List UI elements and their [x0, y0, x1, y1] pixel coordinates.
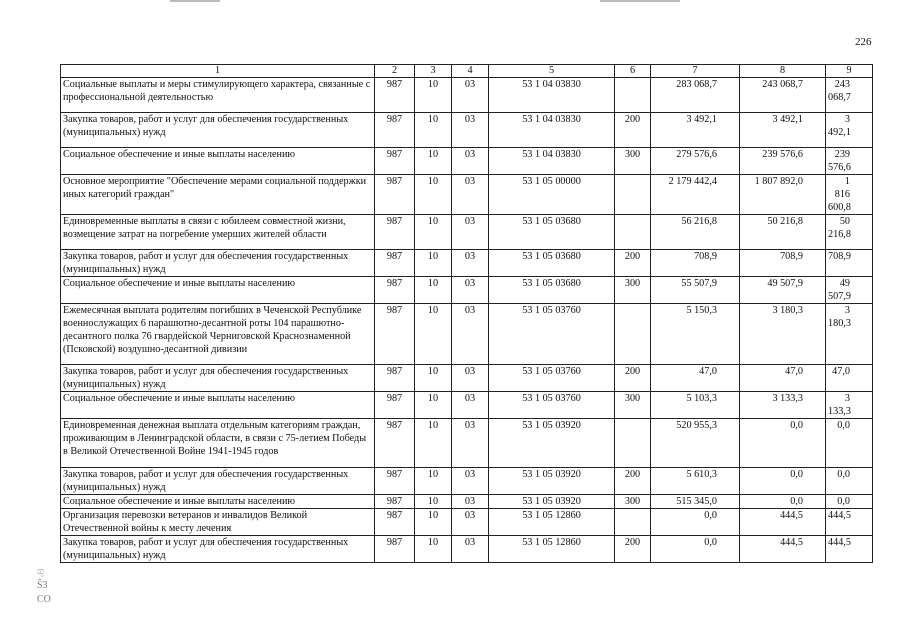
cell-amount-year3: 243 068,7 [826, 78, 873, 113]
cell-subsection: 03 [452, 536, 489, 563]
cell-expense-type: 300 [615, 277, 651, 304]
cell-code: 987 [375, 215, 415, 250]
cell-amount-year2: 1 807 892,0 [740, 175, 826, 215]
cell-amount-year3: 444,5 [826, 509, 873, 536]
row-name: Закупка товаров, работ и услуг для обеспечения государственных (муниципальных) нужд [61, 250, 375, 277]
row-name: Социальное обеспечение и иные выплаты населению [61, 392, 375, 419]
cell-section: 10 [415, 536, 452, 563]
cell-amount-year3: 1 816 600,8 [826, 175, 873, 215]
cell-target-article: 53 1 04 03830 [489, 78, 615, 113]
cell-amount-year2: 708,9 [740, 250, 826, 277]
cell-amount-year3: 3 180,3 [826, 304, 873, 365]
cell-amount-year2: 3 133,3 [740, 392, 826, 419]
row-name: Ежемесячная выплата родителям погибших в Чеченской Республике военнослужащих 6 парашютно-десантной роты 104 парашютно-десантного полка 76 гвардейской Черниговской Краснознаменной (Псковской) воздушно-десантной дивизии [61, 304, 375, 365]
cell-target-article: 53 1 05 03680 [489, 277, 615, 304]
cell-amount-year2: 0,0 [740, 495, 826, 509]
table-row [61, 113, 873, 148]
cell-code: 987 [375, 277, 415, 304]
cell-amount-year3: 47,0 [826, 365, 873, 392]
cell-section: 10 [415, 419, 452, 468]
cell-expense-type: 200 [615, 113, 651, 148]
cell-subsection: 03 [452, 392, 489, 419]
cell-section: 10 [415, 468, 452, 495]
cell-section: 10 [415, 365, 452, 392]
cell-amount-year1: 0,0 [651, 509, 740, 536]
cell-amount-year1: 708,9 [651, 250, 740, 277]
cell-section: 10 [415, 78, 452, 113]
cell-expense-type: 300 [615, 392, 651, 419]
cell-section: 10 [415, 392, 452, 419]
cell-subsection: 03 [452, 175, 489, 215]
cell-expense-type [615, 215, 651, 250]
cell-code: 987 [375, 509, 415, 536]
cell-amount-year1: 283 068,7 [651, 78, 740, 113]
margin-mark: ගු [37, 566, 45, 577]
column-header: 9 [826, 65, 873, 78]
table-row [61, 215, 873, 250]
margin-mark: CO [37, 594, 51, 605]
cell-amount-year3: 444,5 [826, 536, 873, 563]
column-header: 4 [452, 65, 489, 78]
cell-amount-year2: 444,5 [740, 509, 826, 536]
cell-code: 987 [375, 495, 415, 509]
cell-amount-year1: 520 955,3 [651, 419, 740, 468]
cell-section: 10 [415, 495, 452, 509]
cell-section: 10 [415, 113, 452, 148]
cell-target-article: 53 1 05 03760 [489, 365, 615, 392]
column-header: 2 [375, 65, 415, 78]
cell-amount-year2: 3 492,1 [740, 113, 826, 148]
cell-amount-year1: 5 103,3 [651, 392, 740, 419]
column-header: 5 [489, 65, 615, 78]
cell-expense-type: 200 [615, 536, 651, 563]
cell-amount-year2: 49 507,9 [740, 277, 826, 304]
column-header: 6 [615, 65, 651, 78]
table-row [61, 304, 873, 365]
cell-amount-year1: 56 216,8 [651, 215, 740, 250]
cell-amount-year1: 2 179 442,4 [651, 175, 740, 215]
cell-amount-year3: 0,0 [826, 468, 873, 495]
cell-expense-type [615, 509, 651, 536]
cell-amount-year3: 239 576,6 [826, 148, 873, 175]
cell-section: 10 [415, 277, 452, 304]
cell-target-article: 53 1 05 03760 [489, 304, 615, 365]
row-name: Единовременная денежная выплата отдельным категориям граждан, проживающим в Ленинградской области, в связи с 75-летием Победы в Великой Отечественной Войне 1941-1945 годов [61, 419, 375, 468]
cell-expense-type: 200 [615, 468, 651, 495]
table-row [61, 495, 873, 509]
cell-target-article: 53 1 04 03830 [489, 148, 615, 175]
cell-target-article: 53 1 05 03920 [489, 419, 615, 468]
row-name: Закупка товаров, работ и услуг для обеспечения государственных (муниципальных) нужд [61, 468, 375, 495]
cell-amount-year2: 3 180,3 [740, 304, 826, 365]
page-number: 226 [855, 36, 872, 48]
cell-amount-year1: 55 507,9 [651, 277, 740, 304]
cell-amount-year2: 0,0 [740, 468, 826, 495]
cell-section: 10 [415, 148, 452, 175]
row-name: Основное мероприятие "Обеспечение мерами социальной поддержки иных категорий граждан" [61, 175, 375, 215]
cell-section: 10 [415, 304, 452, 365]
cell-expense-type: 200 [615, 365, 651, 392]
row-name: Социальное обеспечение и иные выплаты населению [61, 148, 375, 175]
cell-expense-type: 200 [615, 250, 651, 277]
cell-subsection: 03 [452, 304, 489, 365]
table-row [61, 78, 873, 113]
row-name: Социальное обеспечение и иные выплаты населению [61, 495, 375, 509]
cell-target-article: 53 1 05 12860 [489, 536, 615, 563]
cell-amount-year2: 243 068,7 [740, 78, 826, 113]
table-row [61, 148, 873, 175]
table-header-row [61, 65, 873, 78]
cell-expense-type [615, 175, 651, 215]
column-header: 8 [740, 65, 826, 78]
cell-target-article: 53 1 05 03920 [489, 495, 615, 509]
margin-mark: Ŝ3 [37, 580, 48, 591]
cell-amount-year3: 50 216,8 [826, 215, 873, 250]
cell-target-article: 53 1 04 03830 [489, 113, 615, 148]
cell-code: 987 [375, 365, 415, 392]
cell-amount-year3: 0,0 [826, 419, 873, 468]
row-name: Социальное обеспечение и иные выплаты населению [61, 277, 375, 304]
cell-amount-year1: 515 345,0 [651, 495, 740, 509]
cell-subsection: 03 [452, 495, 489, 509]
cell-amount-year1: 5 150,3 [651, 304, 740, 365]
table-row [61, 468, 873, 495]
cell-amount-year2: 47,0 [740, 365, 826, 392]
column-header: 1 [61, 65, 375, 78]
cell-target-article: 53 1 05 03680 [489, 250, 615, 277]
cell-code: 987 [375, 250, 415, 277]
row-name: Организация перевозки ветеранов и инвалидов Великой Отечественной войны к месту лечения [61, 509, 375, 536]
row-name: Социальные выплаты и меры стимулирующего характера, связанные с профессиональной деятельностью [61, 78, 375, 113]
cell-subsection: 03 [452, 277, 489, 304]
cell-amount-year1: 279 576,6 [651, 148, 740, 175]
cell-subsection: 03 [452, 148, 489, 175]
table-row [61, 536, 873, 563]
cell-amount-year1: 47,0 [651, 365, 740, 392]
cell-code: 987 [375, 304, 415, 365]
cell-section: 10 [415, 215, 452, 250]
table-row [61, 250, 873, 277]
table-row [61, 509, 873, 536]
cell-expense-type: 300 [615, 148, 651, 175]
budget-table [60, 64, 873, 563]
cell-target-article: 53 1 05 03760 [489, 392, 615, 419]
cell-target-article: 53 1 05 03680 [489, 215, 615, 250]
cell-target-article: 53 1 05 12860 [489, 509, 615, 536]
cell-amount-year2: 0,0 [740, 419, 826, 468]
cell-code: 987 [375, 392, 415, 419]
cell-subsection: 03 [452, 250, 489, 277]
cell-target-article: 53 1 05 00000 [489, 175, 615, 215]
table-row [61, 419, 873, 468]
cell-code: 987 [375, 536, 415, 563]
table-row [61, 277, 873, 304]
cell-expense-type [615, 419, 651, 468]
cell-code: 987 [375, 148, 415, 175]
cell-subsection: 03 [452, 78, 489, 113]
column-header: 7 [651, 65, 740, 78]
scan-edge-mark [170, 0, 220, 2]
cell-subsection: 03 [452, 365, 489, 392]
table-body [61, 78, 873, 563]
cell-amount-year1: 3 492,1 [651, 113, 740, 148]
cell-amount-year3: 3 133,3 [826, 392, 873, 419]
cell-amount-year3: 708,9 [826, 250, 873, 277]
cell-amount-year3: 49 507,9 [826, 277, 873, 304]
table-row [61, 392, 873, 419]
cell-subsection: 03 [452, 468, 489, 495]
cell-section: 10 [415, 175, 452, 215]
cell-expense-type: 300 [615, 495, 651, 509]
column-header: 3 [415, 65, 452, 78]
cell-section: 10 [415, 250, 452, 277]
cell-amount-year3: 3 492,1 [826, 113, 873, 148]
cell-target-article: 53 1 05 03920 [489, 468, 615, 495]
cell-subsection: 03 [452, 113, 489, 148]
cell-amount-year2: 50 216,8 [740, 215, 826, 250]
cell-subsection: 03 [452, 215, 489, 250]
cell-amount-year1: 5 610,3 [651, 468, 740, 495]
cell-expense-type [615, 304, 651, 365]
cell-subsection: 03 [452, 419, 489, 468]
cell-section: 10 [415, 509, 452, 536]
table-row [61, 175, 873, 215]
cell-expense-type [615, 78, 651, 113]
row-name: Закупка товаров, работ и услуг для обеспечения государственных (муниципальных) нужд [61, 113, 375, 148]
cell-code: 987 [375, 175, 415, 215]
cell-code: 987 [375, 78, 415, 113]
cell-amount-year1: 0,0 [651, 536, 740, 563]
row-name: Единовременные выплаты в связи с юбилеем совместной жизни, возмещение затрат на погребение умерших жителей области [61, 215, 375, 250]
cell-code: 987 [375, 113, 415, 148]
cell-amount-year3: 0,0 [826, 495, 873, 509]
cell-code: 987 [375, 419, 415, 468]
cell-code: 987 [375, 468, 415, 495]
table-row [61, 365, 873, 392]
cell-subsection: 03 [452, 509, 489, 536]
scan-edge-mark [600, 0, 680, 2]
cell-amount-year2: 239 576,6 [740, 148, 826, 175]
row-name: Закупка товаров, работ и услуг для обеспечения государственных (муниципальных) нужд [61, 536, 375, 563]
row-name: Закупка товаров, работ и услуг для обеспечения государственных (муниципальных) нужд [61, 365, 375, 392]
cell-amount-year2: 444,5 [740, 536, 826, 563]
